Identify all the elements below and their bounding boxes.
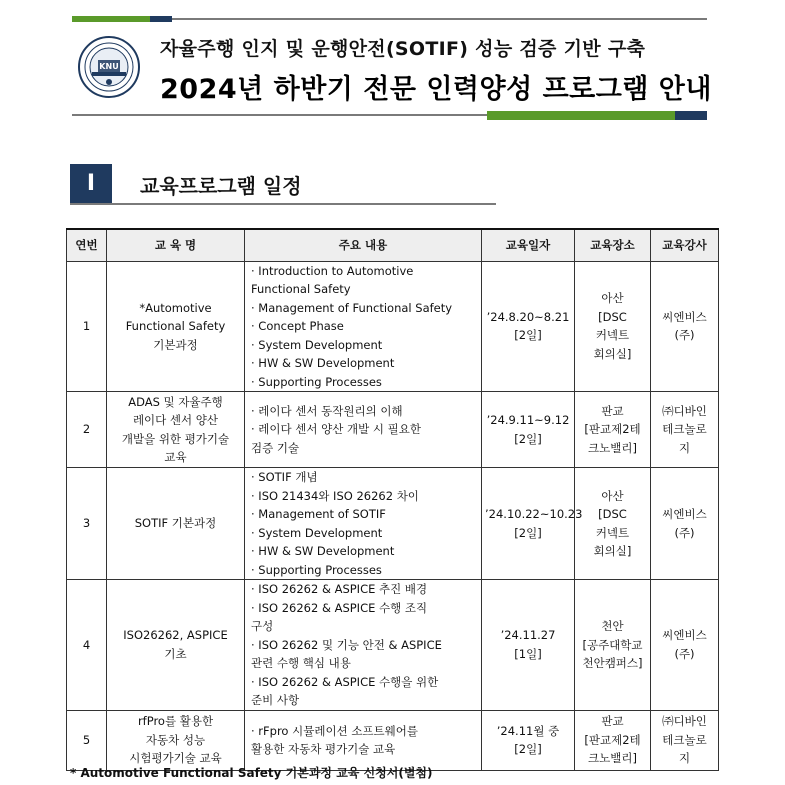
table-row xyxy=(67,580,719,711)
line: 커넥트 xyxy=(595,525,630,540)
line: ’24.11.27 xyxy=(500,628,556,643)
line: 지 xyxy=(678,751,691,766)
line: 교육 xyxy=(164,450,187,464)
line: 씨엔비스 xyxy=(662,309,707,324)
line: Functional Safety xyxy=(125,319,226,333)
line: 판교 xyxy=(601,714,624,729)
line: [2일] xyxy=(514,742,542,756)
table-row xyxy=(67,710,719,770)
line: ’24.11월 중 xyxy=(496,723,560,738)
cell-content xyxy=(245,261,482,392)
cell-date xyxy=(482,392,575,468)
line: [공주대학교 xyxy=(582,637,643,652)
line: 관련 수행 핵심 내용 xyxy=(251,656,351,670)
cell-place xyxy=(575,580,651,711)
line: · Management of SOTIF xyxy=(251,507,386,521)
line: *Automotive xyxy=(139,300,212,315)
line: 구성 xyxy=(251,619,274,633)
line: 씨엔비스 xyxy=(662,507,707,521)
line: 테크놀로 xyxy=(662,732,707,747)
header-no: 연번 xyxy=(67,229,107,261)
cell-content xyxy=(245,468,482,580)
line: · ISO 26262 & ASPICE 수행 조직 xyxy=(251,600,428,615)
header-instructor: 교육강사 xyxy=(651,229,719,261)
header-bottom-accent-green xyxy=(487,111,675,120)
cell-instructor xyxy=(651,580,719,711)
cell-course-name xyxy=(107,392,245,468)
table-row xyxy=(67,392,719,468)
line: SOTIF 기본과정 xyxy=(134,516,217,531)
line: ㈜디바인 xyxy=(662,714,707,729)
line: [판교제2테 xyxy=(584,422,641,437)
line: 레이다 센서 양산 xyxy=(132,413,219,427)
header-date: 교육일자 xyxy=(482,229,575,261)
cell-content xyxy=(245,710,482,770)
svg-text:KNU: KNU xyxy=(99,62,119,71)
line: ISO26262, ASPICE xyxy=(123,628,228,643)
line: · rFpro 시뮬레이션 소프트웨어를 xyxy=(251,723,418,738)
header-top-accent-green xyxy=(72,16,150,22)
line: 아산 xyxy=(601,291,624,306)
line: 천안 xyxy=(601,619,624,633)
line: · 레이다 센서 동작원리의 이해 xyxy=(251,403,403,418)
line: · 레이다 센서 양산 개발 시 필요한 xyxy=(251,422,422,437)
line: · System Development xyxy=(251,337,383,352)
line: · Introduction to Automotive xyxy=(251,263,414,278)
line: [DSC xyxy=(598,507,627,521)
cell-date xyxy=(482,468,583,580)
cell-course-name xyxy=(107,710,245,770)
table-row xyxy=(67,261,719,392)
line: 활용한 자동차 평가기술 교육 xyxy=(251,742,396,756)
cell-instructor xyxy=(651,468,719,580)
line: 회의실] xyxy=(593,346,632,361)
line: · ISO 26262 및 기능 안전 & ASPICE xyxy=(251,637,442,652)
cell-content xyxy=(245,392,482,468)
line: 자동차 성능 xyxy=(145,732,206,747)
line: 준비 사항 xyxy=(251,693,300,707)
line: · Supporting Processes xyxy=(251,562,382,577)
footnote: * Automotive Functional Safety 기본과정 교육 신청서(별첨) xyxy=(70,766,433,780)
line: ㈜디바인 xyxy=(662,403,707,418)
cell-course-name xyxy=(107,261,245,392)
section-number-badge: Ⅰ xyxy=(70,164,112,204)
line: 천안캠퍼스] xyxy=(582,656,643,670)
line: · Supporting Processes xyxy=(251,374,382,389)
header-course-name: 교 육 명 xyxy=(107,229,245,261)
header-subtitle: 자율주행 인지 및 운행안전(SOTIF) 성능 검증 기반 구축 xyxy=(160,38,646,60)
line: [2일] xyxy=(514,525,542,540)
cell-instructor xyxy=(651,710,719,770)
line: ’24.9.11~9.12 xyxy=(486,413,570,427)
cell-date xyxy=(482,261,575,392)
table-row xyxy=(67,468,719,580)
page-title: 2024년 하반기 전문 인력양성 프로그램 안내 xyxy=(160,74,712,105)
cell-content xyxy=(245,580,482,711)
line: 기초 xyxy=(164,646,187,661)
section-underline xyxy=(70,203,496,205)
header-place: 교육장소 xyxy=(575,229,651,261)
cell-place xyxy=(575,261,651,392)
line: (주) xyxy=(674,525,695,540)
cell-no: 5 xyxy=(67,710,107,770)
table-header-row xyxy=(67,229,719,261)
cell-date xyxy=(482,710,575,770)
line: · Concept Phase xyxy=(251,319,344,333)
line: [2일] xyxy=(514,328,542,343)
line: 커넥트 xyxy=(595,328,630,343)
line: 검증 기술 xyxy=(251,440,300,455)
line: (주) xyxy=(674,646,695,661)
header-top-accent-navy xyxy=(150,16,172,22)
cell-no: 1 xyxy=(67,261,107,392)
line: · HW & SW Development xyxy=(251,356,395,370)
line: [DSC xyxy=(598,309,627,324)
line: 크노밸리] xyxy=(588,440,637,455)
line: 테크놀로 xyxy=(662,422,707,437)
line: · ISO 26262 & ASPICE 수행을 위한 xyxy=(251,674,439,689)
cell-place xyxy=(575,468,651,580)
cell-no: 4 xyxy=(67,580,107,711)
cell-instructor xyxy=(651,261,719,392)
line: 기본과정 xyxy=(153,337,198,352)
line: · HW & SW Development xyxy=(251,544,395,558)
cell-course-name xyxy=(107,580,245,711)
line: 지 xyxy=(678,440,691,455)
cell-no: 3 xyxy=(67,468,107,580)
line: · SOTIF 개념 xyxy=(251,470,318,484)
line: ADAS 및 자율주행 xyxy=(128,394,223,409)
line: [2일] xyxy=(514,431,542,446)
line: ’24.10.22~10.23 xyxy=(485,507,583,521)
line: 씨엔비스 xyxy=(662,628,707,643)
line: 개발을 위한 평가기술 xyxy=(121,431,230,446)
line: [1일] xyxy=(514,646,542,661)
line: rfPro를 활용한 xyxy=(137,714,214,729)
line: 판교 xyxy=(601,403,624,418)
cell-no: 2 xyxy=(67,392,107,468)
schedule-table xyxy=(66,228,719,771)
cell-course-name xyxy=(107,468,245,580)
cell-date xyxy=(482,580,575,711)
line: · System Development xyxy=(251,525,383,540)
header-bottom-accent-navy xyxy=(675,111,707,120)
cell-instructor xyxy=(651,392,719,468)
section-title: 교육프로그램 일정 xyxy=(140,174,302,198)
line: · Management of Functional Safety xyxy=(251,300,453,315)
line: 시험평가기술 교육 xyxy=(129,751,222,766)
cell-place xyxy=(575,710,651,770)
line: · ISO 26262 & ASPICE 추진 배경 xyxy=(251,582,428,596)
cell-place xyxy=(575,392,651,468)
line: [판교제2테 xyxy=(584,732,641,747)
line: 회의실] xyxy=(593,544,632,558)
line: (주) xyxy=(674,328,695,343)
line: 크노밸리] xyxy=(588,751,637,766)
university-seal-logo xyxy=(78,36,140,98)
line: Functional Safety xyxy=(251,282,351,296)
line: 아산 xyxy=(601,488,624,503)
line: ’24.8.20~8.21 xyxy=(486,309,570,324)
line: · ISO 21434와 ISO 26262 차이 xyxy=(251,488,419,503)
header-content: 주요 내용 xyxy=(245,229,482,261)
